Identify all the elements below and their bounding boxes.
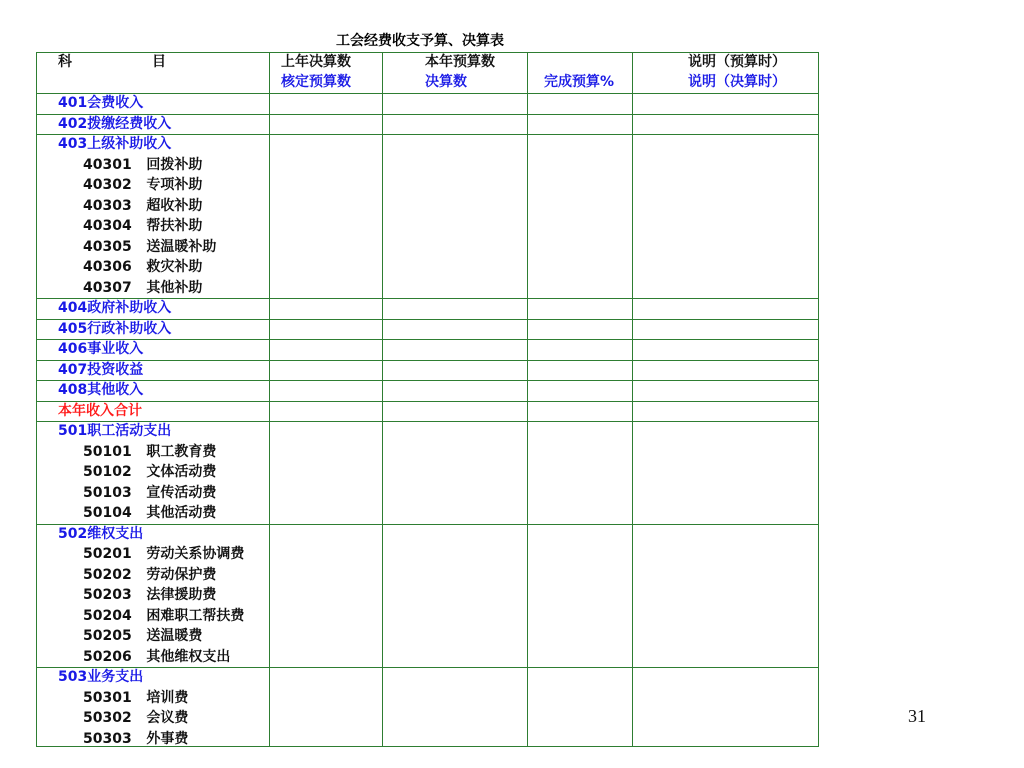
table-row-category: 502维权支出 <box>58 526 144 542</box>
table-row-category: 406事业收入 <box>58 341 144 357</box>
table-row-subitem: 50202 劳动保护费 <box>83 567 217 583</box>
row-divider <box>36 360 819 361</box>
header-current-budget: 本年预算数 <box>425 54 495 70</box>
table-row-subitem: 50205 送温暖费 <box>83 628 203 644</box>
table-row-subitem: 40307 其他补助 <box>83 280 203 296</box>
table-row-category: 404政府补助收入 <box>58 300 172 316</box>
table-border-right <box>818 52 819 747</box>
table-row-subitem: 50206 其他维权支出 <box>83 649 231 665</box>
header-subject-a: 科 <box>58 54 72 70</box>
header-divider <box>36 93 819 94</box>
table-row-subitem: 50104 其他活动费 <box>83 505 217 521</box>
header-prev-final: 上年决算数 <box>281 54 351 70</box>
table-row-category: 本年收入合计 <box>58 403 142 419</box>
budget-table <box>36 52 819 747</box>
table-row-subitem: 50302 会议费 <box>83 710 189 726</box>
table-row-subitem: 50303 外事费 <box>83 731 189 747</box>
row-divider <box>36 380 819 381</box>
table-row-subitem: 40305 送温暖补助 <box>83 239 217 255</box>
table-row-subitem: 40301 回拨补助 <box>83 157 203 173</box>
column-divider <box>382 52 383 747</box>
header-note-budget: 说明（预算时） <box>688 54 786 70</box>
page-number: 31 <box>908 706 926 726</box>
column-divider <box>632 52 633 747</box>
table-row-category: 503业务支出 <box>58 669 144 685</box>
table-row-subitem: 50203 法律援助费 <box>83 587 217 603</box>
table-row-subitem: 50301 培训费 <box>83 690 189 706</box>
row-divider <box>36 339 819 340</box>
header-completion-rate: 完成预算% <box>544 74 615 90</box>
table-row-subitem: 40306 救灾补助 <box>83 259 203 275</box>
table-row-subitem: 40303 超收补助 <box>83 198 203 214</box>
header-note-final: 说明（决算时） <box>688 74 786 90</box>
table-row-category: 402拨缴经费收入 <box>58 116 172 132</box>
row-divider <box>36 524 819 525</box>
row-divider <box>36 667 819 668</box>
header-approved-budget: 核定预算数 <box>281 74 351 90</box>
table-row-subitem: 40304 帮扶补助 <box>83 218 203 234</box>
column-divider <box>527 52 528 747</box>
table-row-category: 403上级补助收入 <box>58 136 172 152</box>
table-row-category: 501职工活动支出 <box>58 423 172 439</box>
table-row-subitem: 50102 文体活动费 <box>83 464 217 480</box>
table-row-subitem: 50201 劳动关系协调费 <box>83 546 245 562</box>
table-row-subitem: 50101 职工教育费 <box>83 444 217 460</box>
row-divider <box>36 401 819 402</box>
header-subject-b: 目 <box>152 54 166 70</box>
table-row-subitem: 40302 专项补助 <box>83 177 203 193</box>
table-row-category: 407投资收益 <box>58 362 144 378</box>
table-row-category: 401会费收入 <box>58 95 144 111</box>
column-divider <box>269 52 270 747</box>
table-row-subitem: 50103 宣传活动费 <box>83 485 217 501</box>
table-border-left <box>36 52 37 747</box>
header-final-amount: 决算数 <box>425 74 467 90</box>
table-row-subitem: 50204 困难职工帮扶费 <box>83 608 245 624</box>
table-row-category: 405行政补助收入 <box>58 321 172 337</box>
table-row-category: 408其他收入 <box>58 382 144 398</box>
table-title: 工会经费收支予算、决算表 <box>336 33 504 49</box>
